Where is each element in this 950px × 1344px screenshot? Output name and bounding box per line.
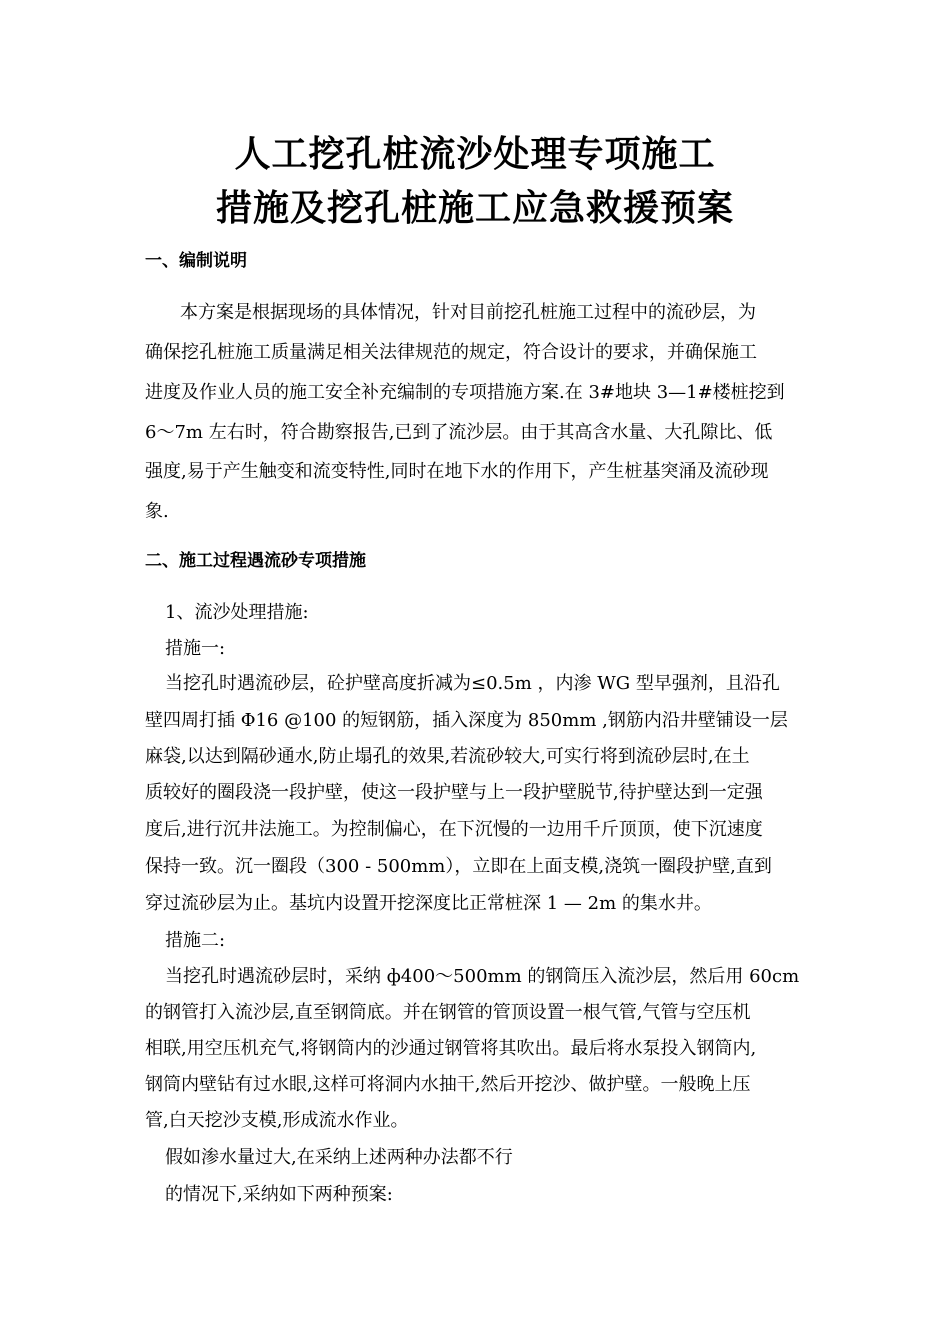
paragraph-line: 质较好的圈段浇一段护壁，使这一段护壁与上一段护壁脱节,待护壁达到一定强: [145, 782, 763, 803]
subsection-title: 1、流沙处理措施:: [165, 602, 309, 623]
paragraph-line: 麻袋,以达到隔砂通水,防止塌孔的效果,若流砂较大,可实行将到流砂层时,在土: [145, 746, 750, 767]
measure-1-label: 措施一:: [165, 638, 226, 659]
paragraph-line: 的钢管打入流沙层,直至钢筒底。并在钢管的管顶设置一根气管,气管与空压机: [145, 1002, 751, 1023]
paragraph-line: 象.: [145, 501, 169, 522]
paragraph-line: 确保挖孔桩施工质量满足相关法律规范的规定，符合设计的要求，并确保施工: [145, 342, 757, 363]
document-title-line-1: 人工挖孔桩流沙处理专项施工: [234, 133, 716, 175]
paragraph-line: 假如渗水量过大,在采纳上述两种办法都不行: [165, 1147, 513, 1168]
paragraph-line: 壁四周打插 Φ16 @100 的短钢筋，插入深度为 850mm ,钢筋内沿井壁铺设一层: [145, 710, 788, 731]
paragraph-line: 强度,易于产生触变和流变特性,同时在地下水的作用下，产生桩基突涌及流砂现: [145, 461, 769, 482]
paragraph-line: 钢筒内壁钻有过水眼,这样可将洞内水抽干,然后开挖沙、做护壁。一般晚上压: [145, 1074, 751, 1095]
paragraph-line: 进度及作业人员的施工安全补充编制的专项措施方案.在 3#地块 3—1#楼桩挖到: [145, 382, 785, 403]
paragraph-line: 度后,进行沉井法施工。为控制偏心，在下沉慢的一边用千斤顶顶，使下沉速度: [145, 819, 763, 840]
paragraph-line: 6～7m 左右时，符合勘察报告,已到了流沙层。由于其高含水量、大孔隙比、低: [145, 422, 773, 443]
paragraph-line: 本方案是根据现场的具体情况，针对目前挖孔桩施工过程中的流砂层，为: [180, 302, 756, 323]
measure-2-label: 措施二:: [165, 930, 226, 951]
document-title-line-2: 措施及挖孔桩施工应急救援预案: [215, 187, 734, 229]
paragraph-line: 管,白天挖沙支模,形成流水作业。: [145, 1110, 409, 1131]
paragraph-line: 当挖孔时遇流砂层，砼护壁高度折减为≤0.5m ，内渗 WG 型早强剂，且沿孔: [165, 673, 780, 694]
section-2-heading: 二、施工过程遇流砂专项措施: [145, 551, 366, 571]
section-1-heading: 一、编制说明: [145, 251, 247, 271]
paragraph-line: 当挖孔时遇流砂层时，采纳 ф400～500mm 的钢筒压入流沙层，然后用 60cm: [165, 966, 800, 987]
paragraph-line: 保持一致。沉一圈段（300 - 500mm），立即在上面支模,浇筑一圈段护壁,直到: [145, 856, 772, 877]
paragraph-line: 相联,用空压机充气,将钢筒内的沙通过钢管将其吹出。最后将水泵投入钢筒内,: [145, 1038, 757, 1059]
paragraph-line: 穿过流砂层为止。基坑内设置开挖深度比正常桩深 1 — 2m 的集水井。: [145, 893, 712, 914]
paragraph-line: 的情况下,采纳如下两种预案:: [165, 1184, 393, 1205]
